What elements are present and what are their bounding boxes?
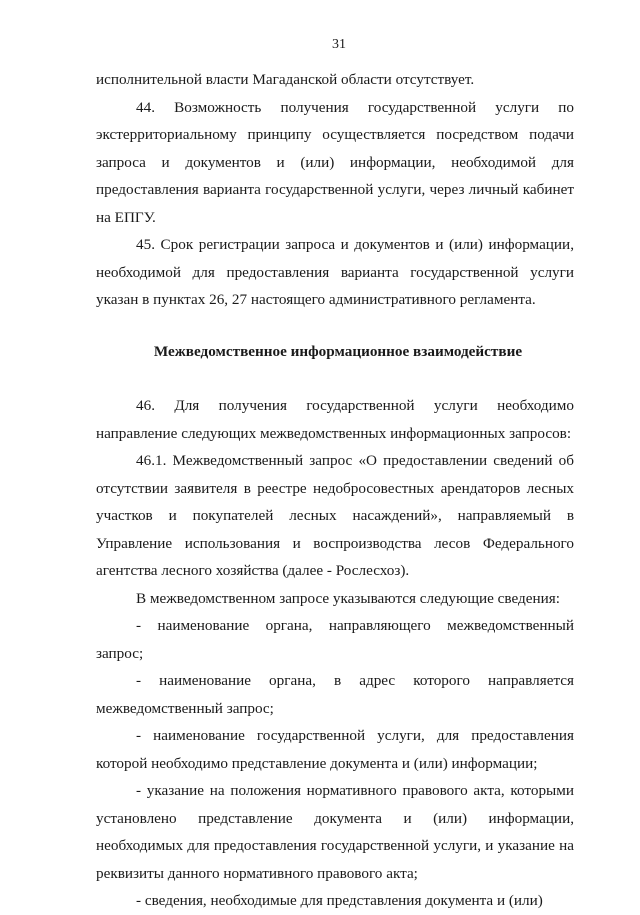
list-item: - указание на положения нормативного правового акта, которыми установлено представление документа и (или) информации, необходимых для предоставления государственной услуги, и указание на реквизиты данного нормативного правового акта; [96, 782, 574, 882]
list-item: - наименование органа, в адрес которого направляется межведомственный запрос; [96, 672, 574, 717]
list-item: - наименование государственной услуги, для предоставления которой необходимо представление документа и (или) информации; [96, 727, 574, 772]
list-item: - сведения, необходимые для представления документа и (или) [136, 892, 543, 909]
paragraph-46-1: 46.1. Межведомственный запрос «О предоставлении сведений об отсутствии заявителя в реестре недобросовестных арендаторов лесных участков и покупателей лесных насаждений», направляемый в Управление использования и воспроизводства лесов Федерального агентства лесного хозяйства (далее - Рослесхоз). [96, 452, 574, 579]
paragraph-46: 46. Для получения государственной услуги необходимо направление следующих межведомственных информационных запросов: [96, 397, 574, 442]
paragraph-continuation: исполнительной власти Магаданской области отсутствует. [96, 71, 475, 88]
document-page [96, 36, 574, 915]
list-item: - наименование органа, направляющего межведомственный запрос; [96, 617, 574, 662]
paragraph-44: 44. Возможность получения государственной услуги по экстерриториальному принципу осуществляется посредством подачи запроса и документов и (или) информации, необходимой для предоставления варианта государственной услуги, через личный кабинет на ЕПГУ. [96, 98, 574, 226]
paragraph-request-intro: В межведомственном запросе указываются следующие сведения: [136, 589, 560, 607]
section-heading: Межведомственное информационное взаимодействие [153, 342, 523, 360]
page-number: 31 [332, 37, 346, 52]
paragraph-45: 45. Срок регистрации запроса и документов и (или) информации, необходимой для предоставления варианта государственной услуги указан в пунктах 26, 27 настоящего административного регламента. [96, 236, 574, 308]
